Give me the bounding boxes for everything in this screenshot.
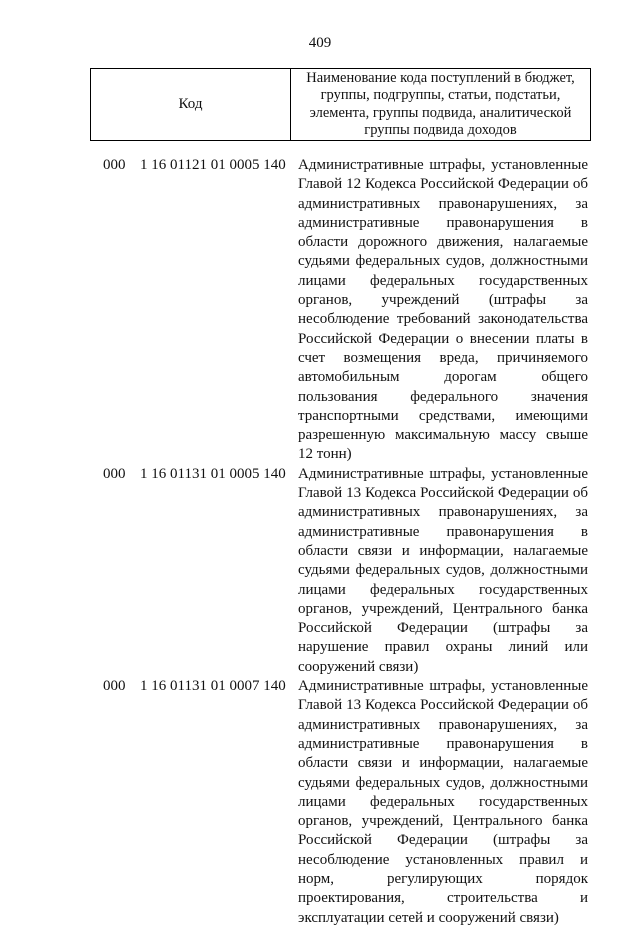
revenue-description: Административные штрафы, установленные Главой 12 Кодекса Российской Федерации об административных правонарушениях, за административные правонарушения в области дорожного движения, налагаемые судьями федеральных судов, должностными лицами федеральных государственных органов, учреждений (штрафы за несоблюдение требований законодательства Российской Федерации о внесении платы в счет возмещения вреда, причиняемого автомобильным дорогам общего пользования федерального значения транспортными средствами, имеющими разрешенную максимальную массу свыше 12 тонн) <box>298 157 588 463</box>
table-row <box>0 677 640 928</box>
table-row <box>0 156 640 465</box>
revenue-description: Административные штрафы, установленные Главой 13 Кодекса Российской Федерации об административных правонарушениях, за административные правонарушения в области связи и информации, налагаемые судьями федеральных судов, должностными лицами федеральных государственных органов, учреждений, Центрального банка Российской Федерации (штрафы за нарушение правил охраны линий или сооружений связи) <box>298 465 588 675</box>
admin-code: 000 <box>103 465 126 482</box>
revenue-code: 1 16 01131 01 0007 140 <box>140 678 286 695</box>
table-header <box>90 68 591 141</box>
revenue-code: 1 16 01131 01 0005 140 <box>140 465 286 482</box>
revenue-description: Административные штрафы, установленные Главой 13 Кодекса Российской Федерации об административных правонарушениях, за административные правонарушения в области связи и информации, налагаемые судьями федеральных судов, должностными лицами федеральных государственных органов, учреждений, Центрального банка Российской Федерации (штрафы за несоблюдение установленных правил и норм, регулирующих порядок проектирования, строительства и эксплуатации сетей и сооружений связи) <box>298 678 588 926</box>
admin-code: 000 <box>103 678 126 695</box>
header-code-column: Код <box>91 69 291 140</box>
admin-code: 000 <box>103 157 126 173</box>
revenue-code-list <box>0 156 640 928</box>
header-name-column: Наименование кода поступлений в бюджет, группы, подгруппы, статьи, подстатьи, элемента, группы подвида, аналитической группы подвида доходов <box>306 69 575 138</box>
page-number: 409 <box>308 35 332 51</box>
revenue-code: 1 16 01121 01 0005 140 <box>140 157 286 173</box>
table-row <box>0 465 640 677</box>
